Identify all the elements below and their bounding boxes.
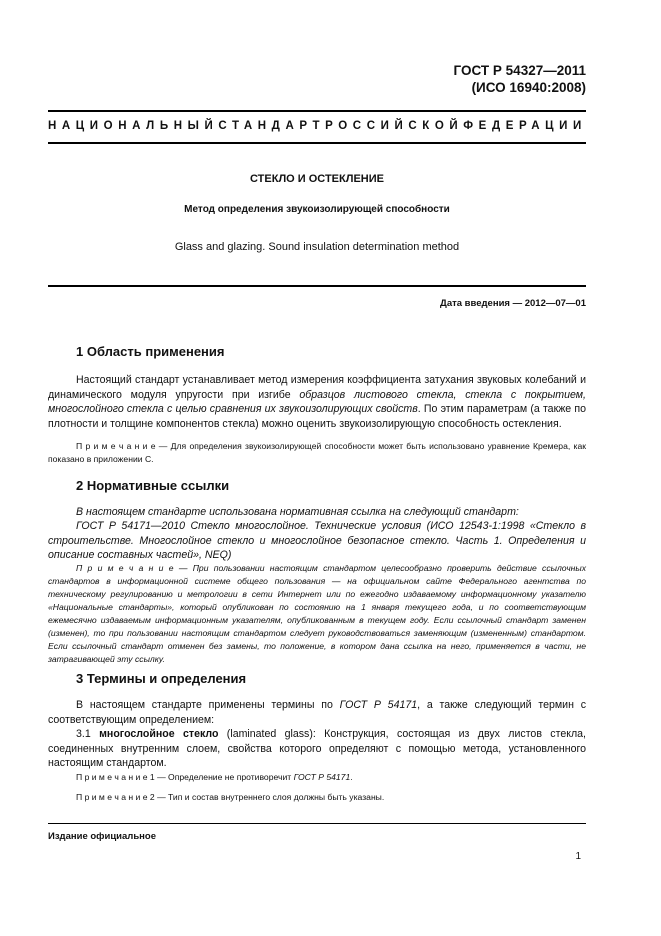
top-rule [48,110,586,112]
section-1-note: П р и м е ч а н и е — Для определения звукоизолирующей способности может быть использовано уравнение Кремера, как показано в приложении С. [48,441,587,464]
page-number: 1 [575,851,581,862]
section-3-note-1: П р и м е ч а н и е 1 — Определение не противоречит ГОСТ Р 54171. [76,772,353,782]
document-subtitle: Метод определения звукоизолирующей способности [184,204,450,215]
section-2-note: П р и м е ч а н и е — При пользовании настоящим стандартом целесообразно проверить действие ссылочных стандартов в информационной системе общего пользования — на официальном сайте Федерального агентства по техническому регулированию и метрологии в сети Интернет или по ежегодно издаваемому информационному указателю «Национальные стандарты», который опубликован по состоянию на 1 января текущего года, и по соответствующим ежемесячно издаваемым информационным указателям, опубликованным в текущем году. Если ссылочный стандарт заменен (изменен), то при пользовании настоящим стандартом следует руководствоваться заменяющим (измененным) стандартом. Если ссылочный стандарт отменен без замены, то положение, в котором дана ссылка на него, применяется в части, не затрагивающей эту ссылку. [48,563,586,664]
section-3-note-2: П р и м е ч а н и е 2 — Тип и состав внутреннего слоя должны быть указаны. [76,792,385,802]
document-number [454,62,586,96]
standard-word: ФЕДЕРАЦИИ [463,120,587,132]
standard-word: РОССИЙСКОЙ [325,120,464,132]
title-rule [48,142,586,144]
english-title: Glass and glazing. Sound insulation determination method [174,241,460,253]
section-3-heading: 3 Термины и определения [76,671,247,686]
edition-label: Издание официальное [48,831,156,842]
standard-word: НАЦИОНАЛЬНЫЙ [48,120,219,132]
section-2-reference: ГОСТ Р 54171—2010 Стекло многослойное. Технические условия (ИСО 12543-1:1998 «Стекло в строительстве. Многослойное стекло и многослойное безопасное стекло. Часть 1. Определения и описание составных частей», NEQ) [48,520,586,561]
document-title: СТЕКЛО И ОСТЕКЛЕНИЕ [250,173,384,185]
section-2-heading: 2 Нормативные ссылки [76,478,230,493]
standard-word: СТАНДАРТ [218,120,326,132]
iso-number: (ИСО 16940:2008) [471,80,586,95]
section-3-paragraph: В настоящем стандарте применены термины по ГОСТ Р 54171, а также следующий термин с соответствующим определением: [48,699,586,726]
national-standard-title [48,120,586,132]
section-2-paragraph: В настоящем стандарте использована нормативная ссылка на следующий стандарт: [76,506,519,518]
term-definition: 3.1 многослойное стекло (laminated glass): Конструкция, состоящая из двух листов стекла, соединенных внутренним слоем, свойства которого определяют с помощью метода, установленного настоящим стандартом. [48,728,586,769]
gost-number: ГОСТ Р 54327—2011 [453,63,586,78]
section-1-paragraph: Настоящий стандарт устанавливает метод измерения коэффициента затухания звуковых колебаний и динамического модуля упругости при изгибе образцов листового стекла, стекла с покрытием, многослойного стекла с целью сравнения их звукоизолирующих свойств. По этим параметрам (а также по плотности и толщине компонентов стекла) можно оценить звукоизолирующую способность остекления. [48,374,586,430]
section-1-heading: 1 Область применения [76,344,225,359]
date-rule [48,285,586,287]
footer-rule [48,823,586,824]
introduction-date: Дата введения — 2012—07—01 [440,298,586,309]
